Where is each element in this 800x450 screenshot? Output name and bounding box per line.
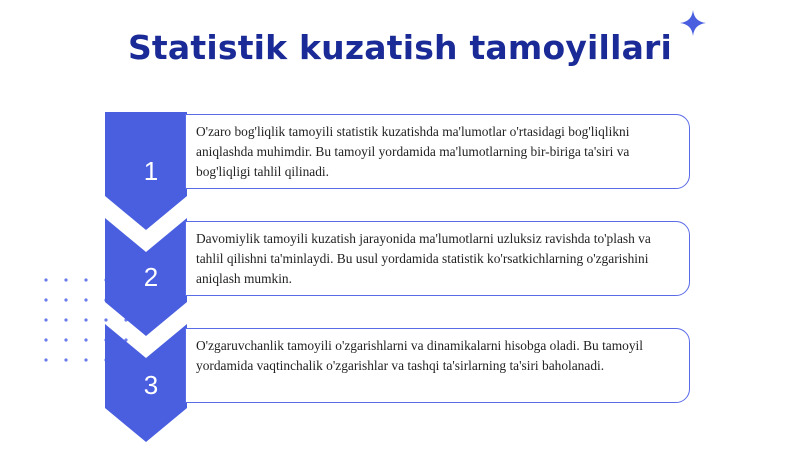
step-text-1: O'zaro bog'liqlik tamoyili statistik kuzatishda ma'lumotlar o'rtasidagi bog'liqlikni aniqlashda muhimdir. Bu tamoyil yordamida ma'lumotlarning bir-biriga ta'siri va bog'liqligi tahlil qilinadi. [196, 124, 630, 179]
step-number-3: 3 [143, 370, 159, 400]
page-title: Statistik kuzatish tamoyillari [127, 28, 673, 67]
step-card-2 [185, 221, 690, 296]
step-card-3 [185, 328, 690, 403]
step-card-1 [185, 114, 690, 189]
step-number-1: 1 [143, 156, 159, 186]
step-number-2: 2 [143, 262, 159, 292]
step-text-2: Davomiylik tamoyili kuzatish jarayonida ma'lumotlarni uzluksiz ravishda to'plash va tahlil qilishni ta'minlaydi. Bu usul yordamida statistik ko'rsatkichlarning o'zgarishini aniqlash mumkin. [196, 231, 651, 286]
sparkle-icon [678, 8, 708, 38]
step-text-3: O'zgaruvchanlik tamoyili o'zgarishlarni va dinamikalarni hisobga oladi. Bu tamoyil yordamida vaqtinchalik o'zgarishlar va tashqi ta'sirlarning ta'siri baholanadi. [196, 338, 643, 373]
